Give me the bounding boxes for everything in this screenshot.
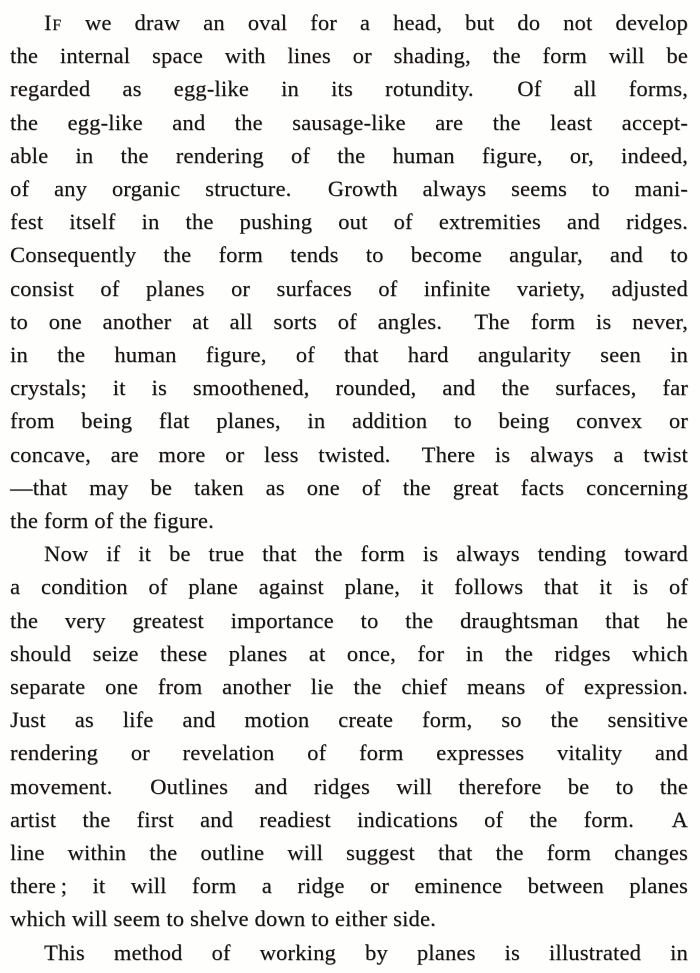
text-line: in the human figure, of that hard angularity seen in [10,342,688,368]
text-line: movement. Outlines and ridges will therefore be to the [10,773,688,799]
text-line: the very greatest importance to the draughtsman that he [10,607,688,633]
text-line: a condition of plane against plane, it follows that it is of [10,574,688,600]
text-line [10,6,688,39]
text-line: to one another at all sorts of angles. The form is never, [10,308,688,334]
text-line: of any organic structure. Growth always seems to mani- [10,176,688,202]
text-line: should seize these planes at once, for in the ridges which [10,640,688,666]
text-line: the egg-like and the sausage-like are the least accept- [10,109,688,135]
text-line: the internal space with lines or shading, the form will be [10,43,688,69]
opening-word: If [44,10,62,35]
text-line: fest itself in the pushing out of extremities and ridges. [10,209,688,235]
text-line: there ; it will form a ridge or eminence between planes [10,873,688,899]
text-line: which will seem to shelve down to either side. [10,906,436,932]
text-line: artist the first and readiest indications of the form. A [10,806,688,832]
text-line: consist of planes or surfaces of infinite variety, adjusted [10,275,688,301]
text-line: line within the outline will suggest that the form changes [10,840,688,866]
line-text: we draw an oval for a head, but do not develop [62,10,688,35]
text-line: rendering or revelation of form expresses vitality and [10,740,688,766]
text-line: concave, are more or less twisted. There is always a twist [10,441,688,467]
text-line: regarded as egg-like in its rotundity. Of all forms, [10,76,688,102]
text-line: —that may be taken as one of the great facts concerning [10,474,688,500]
text-line: Consequently the form tends to become angular, and to [10,242,688,268]
text-line: from being flat planes, in addition to being convex or [10,408,688,434]
text-line: Now if it be true that the form is always tending toward [44,541,688,567]
text-line: able in the rendering of the human figure, or, indeed, [10,142,688,168]
text-line: Just as life and motion create form, so the sensitive [10,707,688,733]
text-line: separate one from another lie the chief means of expression. [10,674,688,700]
text-line: the form of the figure. [10,508,214,534]
text-line: This method of working by planes is illustrated in [44,939,688,965]
text-line: crystals; it is smoothened, rounded, and the surfaces, far [10,375,688,401]
